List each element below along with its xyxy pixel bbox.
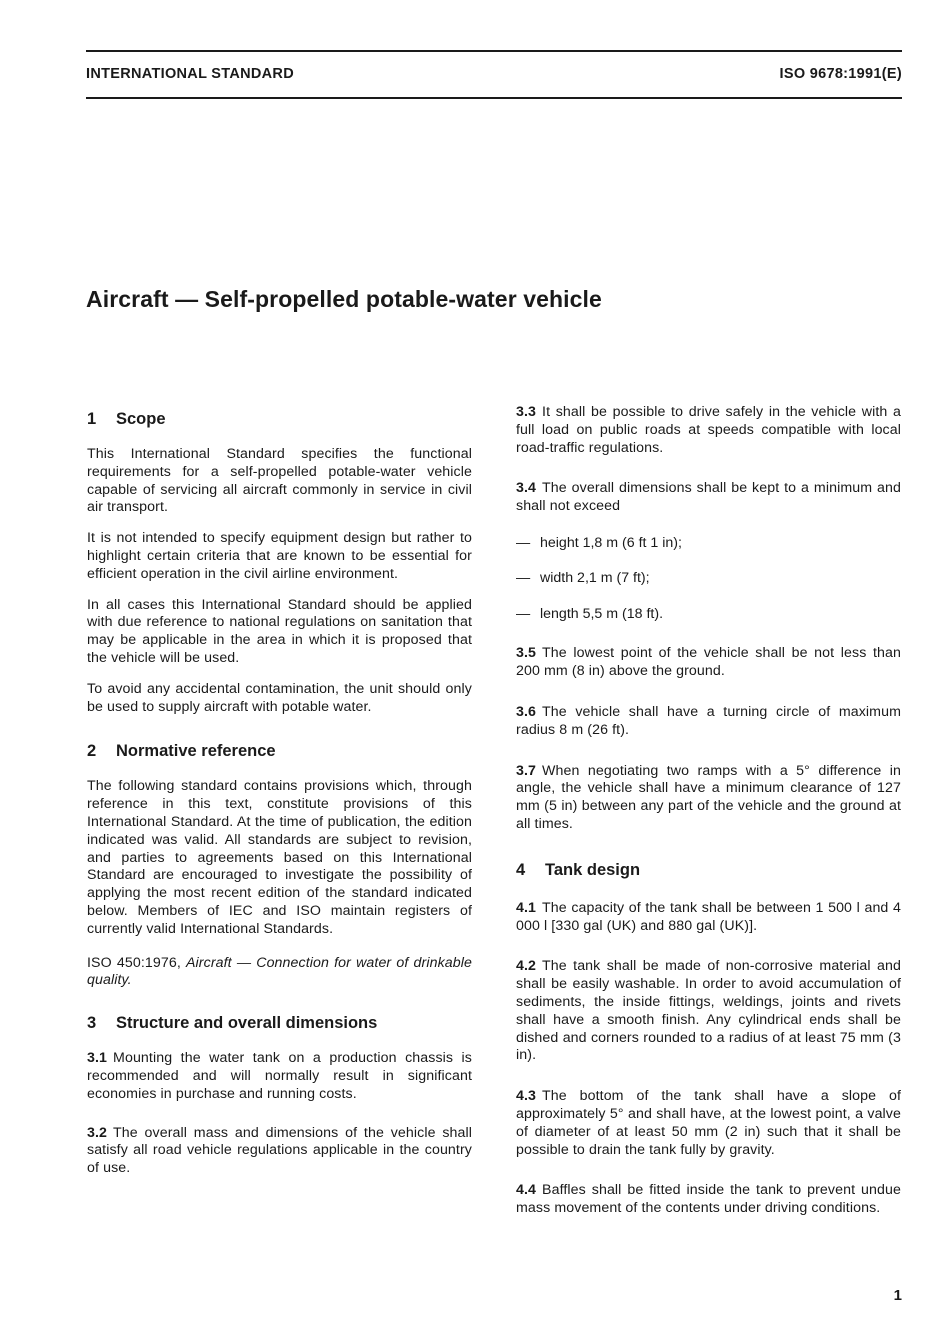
clause-3-3: 3.3 It shall be possible to drive safely in the vehicle with a full load on public roads at speeds compatible with local road-traffic regulations. xyxy=(516,404,901,456)
right-column xyxy=(516,404,901,1218)
scope-paragraph-3: In all cases this International Standard should be applied with due reference to national regulations on sanitation that may be applicable in the area in which it is proposed that the vehicle will be used. xyxy=(87,596,472,666)
clause-4-2: 4.2 The tank shall be made of non-corrosive material and shall be easily washable. In order to avoid accumulation of sediments, the inside fittings, weldings, joints and rivets shall have a smooth finish. Any cylindrical ends shall be dished and corners rounded to a radius of at least 75 mm (3 in). xyxy=(516,958,901,1064)
header-rule-top xyxy=(86,50,902,52)
clause-3-4: 3.4 The overall dimensions shall be kept to a minimum and shall not exceed xyxy=(516,480,901,515)
scope-paragraph-2: It is not intended to specify equipment design but rather to highlight certain criteria that are known to be essential for efficient operation in the civil airline environment. xyxy=(87,530,472,582)
document-title: Aircraft — Self-propelled potable-water vehicle xyxy=(86,286,602,312)
clause-3-2: 3.2 The overall mass and dimensions of the vehicle shall satisfy all road vehicle regulations applicable in the country of use. xyxy=(87,1124,472,1177)
scope-paragraph-1: This International Standard specifies the functional requirements for a self-propelled potable-water vehicle capable of servicing all aircraft commonly in service in civil air transport. xyxy=(87,446,472,516)
dimension-length: — length 5,5 m (18 ft). xyxy=(516,606,901,624)
section-3-heading: 3 Structure and overall dimensions xyxy=(87,1014,378,1033)
clause-3-5: 3.5 The lowest point of the vehicle shall be not less than 200 mm (8 in) above the ground. xyxy=(516,645,901,680)
normative-reference-entry xyxy=(87,955,472,991)
header-rule-bottom xyxy=(86,97,902,99)
left-column xyxy=(87,408,472,1178)
page-number: 1 xyxy=(893,1287,902,1304)
header-doc-number: ISO 9678:1991(E) xyxy=(779,66,902,82)
dimension-width: — width 2,1 m (7 ft); xyxy=(516,570,901,588)
section-4-heading: 4 Tank design xyxy=(516,860,641,879)
reference-code: ISO 450:1976, xyxy=(87,954,181,971)
clause-3-7: 3.7 When negotiating two ramps with a 5° difference in angle, the vehicle shall have a minimum clearance of 127 mm (5 in) between any part of the vehicle and the ground at all times. xyxy=(516,762,901,832)
header-doc-type: INTERNATIONAL STANDARD xyxy=(86,66,294,82)
dimension-height: — height 1,8 m (6 ft 1 in); xyxy=(516,535,901,553)
clause-4-4: 4.4 Baffles shall be fitted inside the tank to prevent undue mass movement of the contents under driving conditions. xyxy=(516,1182,901,1217)
clause-4-1: 4.1 The capacity of the tank shall be between 1 500 l and 4 000 l [330 gal (UK) and 880 gal (UK)]. xyxy=(516,899,901,934)
scope-paragraph-4: To avoid any accidental contamination, the unit should only be used to supply aircraft with potable water. xyxy=(87,680,472,715)
clause-3-6: 3.6 The vehicle shall have a turning circle of maximum radius 8 m (26 ft). xyxy=(516,703,901,738)
section-2-heading: 2 Normative reference xyxy=(87,742,276,761)
normative-reference-paragraph: The following standard contains provisions which, through reference in this text, constitute provisions of this International Standard. At the time of publication, the edition indicated was valid. All standards are subject to revision, and parties to agreements based on this International Standard are encouraged to investigate the possibility of applying the most recent edition of the standard indicated below. Members of IEC and ISO maintain registers of currently valid International Standards. xyxy=(87,778,472,937)
reference-title: Aircraft — Connection for water of drinkable quality. xyxy=(87,954,472,989)
section-1-heading: 1 Scope xyxy=(87,410,166,428)
clause-3-1: 3.1 Mounting the water tank on a production chassis is recommended and will normally result in significant economies in purchase and running costs. xyxy=(87,1050,472,1102)
clause-4-3: 4.3 The bottom of the tank shall have a slope of approximately 5° and shall have, at the lowest point, a valve of diameter of at least 50 mm (2 in) such that it shall be possible to drain the tank fully by gravity. xyxy=(516,1088,901,1158)
